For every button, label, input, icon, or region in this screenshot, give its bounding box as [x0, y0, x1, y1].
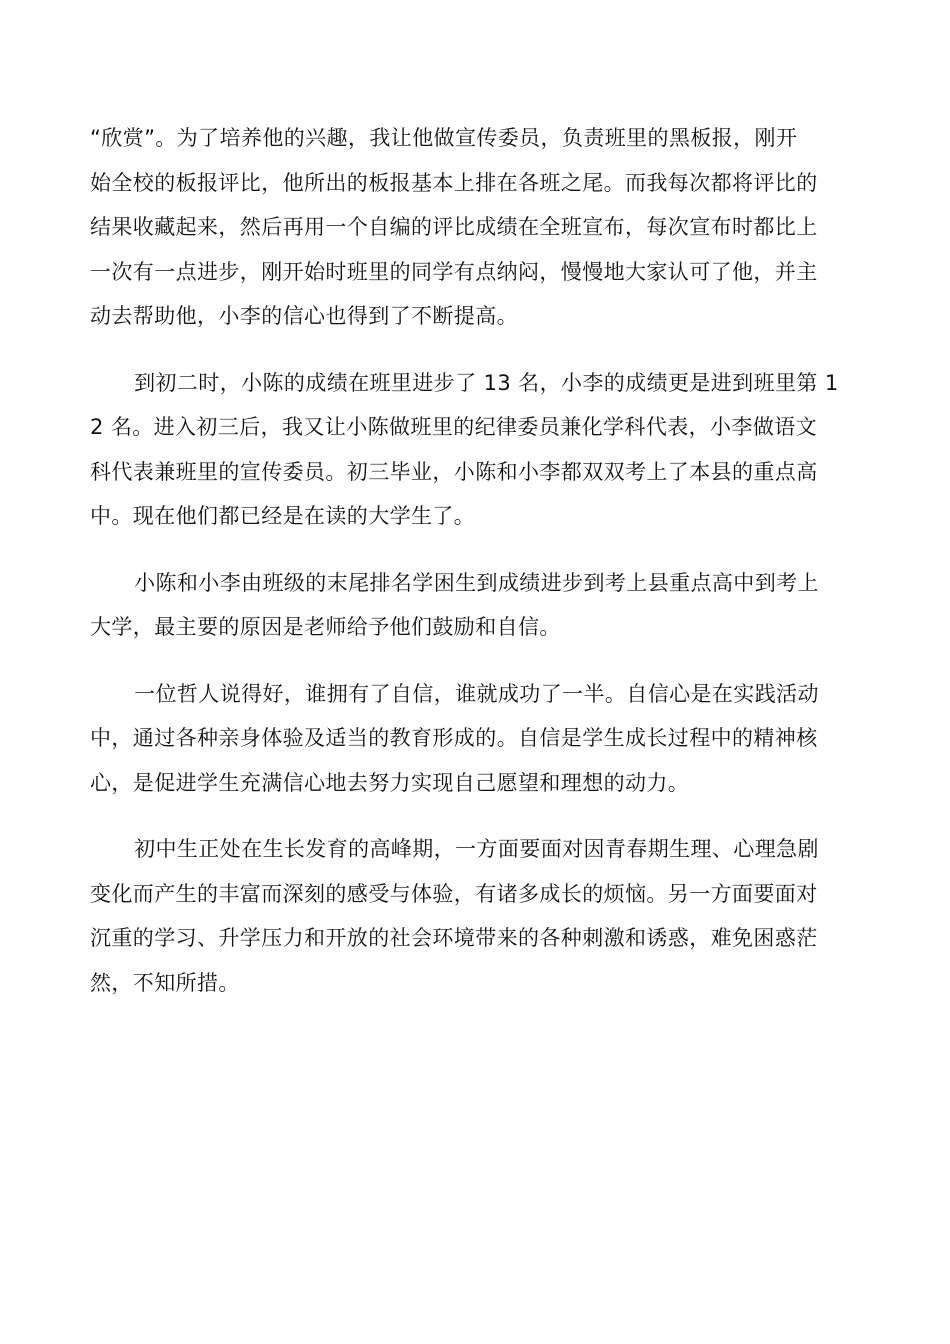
text-line: 心，是促进学生充满信心地去努力实现自己愿望和理想的动力。 [90, 770, 690, 795]
text-line: 小陈和小李由班级的末尾排名学困生到成绩进步到考上县重点高中到考上 [134, 570, 819, 595]
paragraph-2 [90, 361, 852, 539]
text-line: 始全校的板报评比，他所出的板报基本上排在各班之尾。而我每次都将评比的 [90, 170, 818, 195]
text-line: 初中生正处在生长发育的高峰期，一方面要面对因青春期生理、心理急剧 [134, 837, 819, 861]
text-line: 变化而产生的丰富而深刻的感受与体验，有诸多成长的烦恼。另一方面要面对 [90, 881, 818, 906]
text-line: 中。现在他们都已经是在读的大学生了。 [90, 504, 476, 528]
text-line: 然，不知所措。 [90, 970, 240, 995]
text-line: 动去帮助他，小李的信心也得到了不断提高。 [90, 304, 518, 328]
paragraph-1 [90, 116, 852, 339]
paragraph-4 [90, 672, 852, 806]
text-line: 到初二时，小陈的成绩在班里进步了 13 名，小李的成绩更是进到班里第 1 [134, 370, 839, 395]
paragraph-3 [90, 561, 852, 650]
text-line: 沉重的学习、升学压力和开放的社会环境带来的各种刺激和诱惑，难免困惑茫 [90, 926, 818, 950]
text-line: 中，通过各种亲身体验及适当的教育形成的。自信是学生成长过程中的精神核 [90, 726, 818, 750]
text-line: 科代表兼班里的宣传委员。初三毕业，小陈和小李都双双考上了本县的重点高 [90, 459, 818, 484]
text-line: “欣赏”。为了培养他的兴趣，我让他做宣传委员，负责班里的黑板报，刚开 [90, 126, 798, 150]
text-line: 一位哲人说得好，谁拥有了自信，谁就成功了一半。自信心是在实践活动 [134, 681, 819, 706]
text-line: 一次有一点进步，刚开始时班里的同学有点纳闷，慢慢地大家认可了他，并主 [90, 259, 818, 284]
text-line: 结果收藏起来，然后再用一个自编的评比成绩在全班宣布，每次宣布时都比上 [90, 215, 818, 239]
paragraph-5 [90, 827, 852, 1005]
text-line: 大学，最主要的原因是老师给予他们鼓励和自信。 [90, 615, 561, 639]
document-body [90, 116, 852, 1027]
text-line: 2 名。进入初三后，我又让小陈做班里的纪律委员兼化学科代表，小李做语文 [90, 415, 818, 439]
